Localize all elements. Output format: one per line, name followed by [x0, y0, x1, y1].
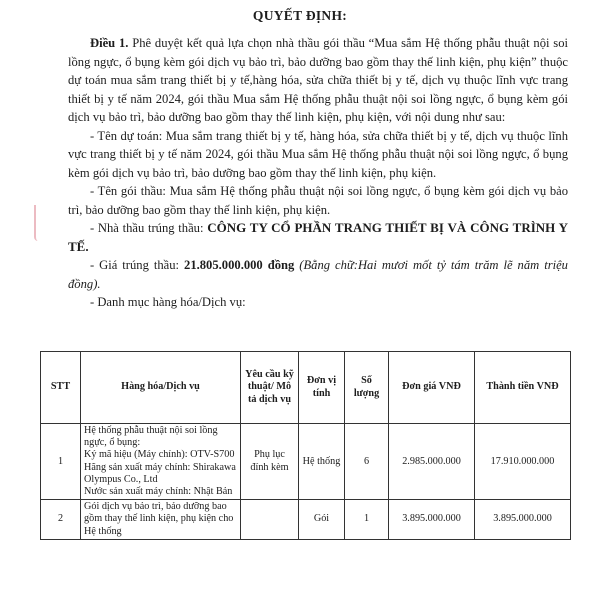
row-stt: 1 [41, 424, 81, 500]
price-value: 21.805.000.000 đồng [184, 258, 295, 272]
item-list-label: - Danh mục hàng hóa/Dịch vụ: [90, 295, 246, 309]
item-line: Gói dịch vụ bảo trì, bảo dưỡng bao gồm thay thế linh kiện, phụ kiện cho Hệ thống [84, 501, 234, 537]
item-line: Ký mã hiệu (Máy chính): OTV-S700 [84, 449, 235, 461]
row-quantity: 1 [345, 500, 389, 540]
row-item [81, 424, 241, 500]
table-row [41, 424, 571, 500]
document-body [68, 34, 568, 312]
row-total: 17.910.000.000 [475, 424, 571, 500]
estimate-line: - Tên dự toán: Mua sắm trang thiết bị y tế, hàng hóa, sửa chữa thiết bị y tế, dịch vụ thuộc lĩnh vực trang thiết bị y tế năm 2024, gói thầu Mua sắm Hệ thống phẫu thuật nội soi lồng ngực, ổ bụng kèm gói dịch vụ bảo trì, bảo dưỡng bao gồm thay thế linh kiện, phụ kiện. [68, 128, 568, 180]
row-unit: Hệ thống [299, 424, 345, 500]
row-total: 3.895.000.000 [475, 500, 571, 540]
contractor-name: CÔNG TY CỔ PHẦN TRANG THIẾT BỊ VÀ CÔNG TRÌNH Y TẾ. [68, 220, 568, 254]
header-unit: Đơn vị tính [299, 352, 345, 424]
article-text: Phê duyệt kết quả lựa chọn nhà thầu gói thầu “Mua sắm Hệ thống phẫu thuật nội soi lồng ngực, ổ bụng kèm gói dịch vụ bảo trì, bảo dưỡng bao gồm thay thế linh kiện, phụ kiện” thuộc dự toán mua sắm trang thiết bị y tế,hàng hóa, sửa chữa thiết bị y tế, dịch vụ thuộc lĩnh vực trang thiết bị y tế năm 2024, gói thầu Mua sắm Hệ thống phẫu thuật nội soi lồng ngực, ổ bụng kèm gói dịch vụ bảo trì, bảo dưỡng bao gồm thay thế linh kiện, phụ kiện, với nội dung như sau: [68, 36, 569, 124]
header-quantity: Số lượng [345, 352, 389, 424]
article-1-paragraph [68, 34, 568, 127]
row-unit: Gói [299, 500, 345, 540]
price-line [68, 256, 568, 293]
row-requirement: Phụ lục đính kèm [241, 424, 299, 500]
package-line: - Tên gói thầu: Mua sắm Hệ thống phẫu thuật nội soi lồng ngực, ổ bụng kèm gói dịch vụ bảo trì, bảo dưỡng bao gồm thay thế linh kiện, phụ kiện. [68, 184, 568, 217]
price-label: - Giá trúng thầu: [90, 258, 180, 272]
items-table [40, 351, 571, 540]
row-requirement [241, 500, 299, 540]
row-item [81, 500, 241, 540]
contractor-label: - Nhà thầu trúng thầu: [90, 221, 204, 235]
table-row [41, 500, 571, 540]
contractor-line [68, 219, 568, 256]
table-header-row [41, 352, 571, 424]
item-line: Hãng sản xuất máy chính: Shirakawa Olympus Co., Ltd [84, 461, 236, 485]
header-stt: STT [41, 352, 81, 424]
header-item: Hàng hóa/Dịch vụ [81, 352, 241, 424]
row-unit-price: 3.895.000.000 [389, 500, 475, 540]
row-unit-price: 2.985.000.000 [389, 424, 475, 500]
header-unit-price: Đơn giá VNĐ [389, 352, 475, 424]
red-stamp-mark [34, 205, 46, 241]
document-title: QUYẾT ĐỊNH: [252, 8, 348, 23]
price-in-words: (Bằng chữ:Hai mươi mốt tỷ tám trăm lẽ năm triệu đồng). [68, 258, 568, 291]
article-label: Điều 1. [90, 36, 129, 50]
header-requirement: Yêu cầu kỹ thuật/ Mô tả dịch vụ [241, 352, 299, 424]
header-total: Thành tiền VNĐ [475, 352, 571, 424]
item-line: Nước sản xuất máy chính: Nhật Bản [84, 486, 233, 498]
item-line: Hệ thống phẫu thuật nội soi lồng ngực, ổ bụng: [84, 425, 218, 449]
row-quantity: 6 [345, 424, 389, 500]
row-stt: 2 [41, 500, 81, 540]
